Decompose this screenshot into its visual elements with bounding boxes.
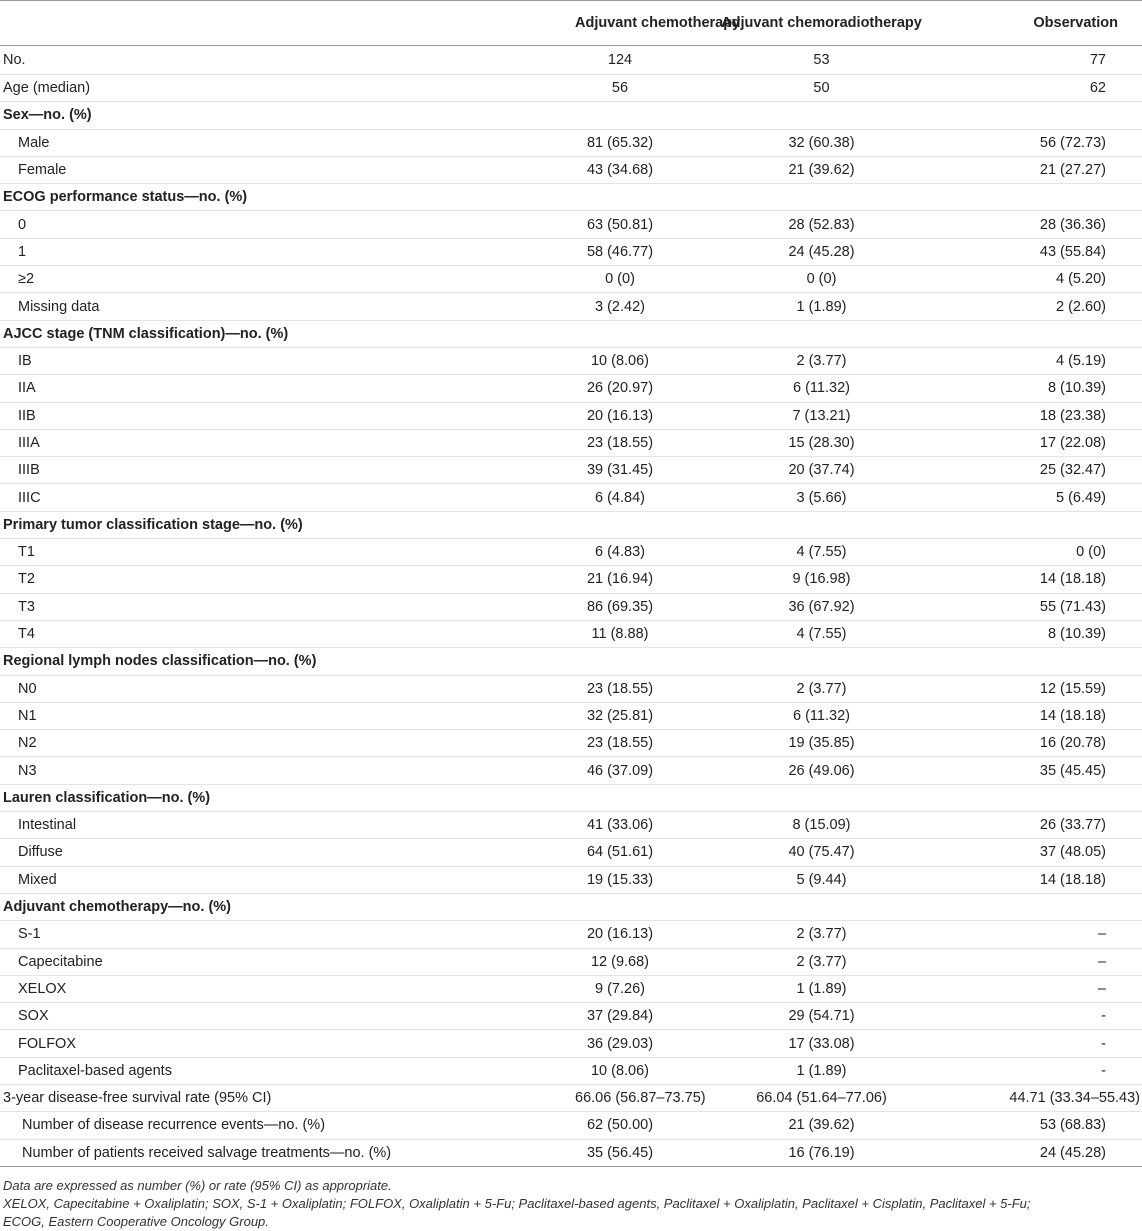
cell-observation: 2 (2.60) (970, 293, 1142, 320)
section-header-row (0, 893, 1142, 920)
cell-observation: – (970, 975, 1142, 1002)
cell-observation: 14 (18.18) (970, 702, 1142, 729)
cell-adjuvant-chemotherapy (455, 184, 665, 211)
cell-adjuvant-chemoradiotherapy: 29 (54.71) (665, 1003, 970, 1030)
cell-observation: 8 (10.39) (970, 620, 1142, 647)
table-row (0, 1139, 1142, 1166)
cell-adjuvant-chemotherapy: 20 (16.13) (455, 921, 665, 948)
cell-adjuvant-chemoradiotherapy: 20 (37.74) (665, 457, 970, 484)
cell-observation: 5 (6.49) (970, 484, 1142, 511)
cell-adjuvant-chemoradiotherapy: 17 (33.08) (665, 1030, 970, 1057)
cell-adjuvant-chemotherapy (455, 784, 665, 811)
row-label: IB (0, 347, 455, 374)
table-row (0, 620, 1142, 647)
section-label: Primary tumor classification stage—no. (%) (0, 511, 455, 538)
row-label: FOLFOX (0, 1030, 455, 1057)
cell-adjuvant-chemotherapy: 36 (29.03) (455, 1030, 665, 1057)
cell-observation: 37 (48.05) (970, 839, 1142, 866)
row-label: N1 (0, 702, 455, 729)
row-label: T2 (0, 566, 455, 593)
cell-observation: 43 (55.84) (970, 238, 1142, 265)
row-label: Number of disease recurrence events—no. (%) (0, 1112, 455, 1139)
cell-adjuvant-chemoradiotherapy: 19 (35.85) (665, 730, 970, 757)
cell-adjuvant-chemoradiotherapy (665, 893, 970, 920)
table-row (0, 429, 1142, 456)
cell-adjuvant-chemotherapy: 26 (20.97) (455, 375, 665, 402)
row-label: Intestinal (0, 812, 455, 839)
row-label: Capecitabine (0, 948, 455, 975)
cell-observation: 8 (10.39) (970, 375, 1142, 402)
row-label: 0 (0, 211, 455, 238)
table-row (0, 593, 1142, 620)
row-label: Male (0, 129, 455, 156)
cell-adjuvant-chemoradiotherapy: 8 (15.09) (665, 812, 970, 839)
cell-observation: 0 (0) (970, 539, 1142, 566)
cell-observation: 25 (32.47) (970, 457, 1142, 484)
cell-adjuvant-chemotherapy: 43 (34.68) (455, 156, 665, 183)
row-label: Missing data (0, 293, 455, 320)
header-observation: Observation (970, 1, 1142, 46)
row-label: ≥2 (0, 266, 455, 293)
cell-adjuvant-chemotherapy: 32 (25.81) (455, 702, 665, 729)
cell-adjuvant-chemoradiotherapy: 9 (16.98) (665, 566, 970, 593)
table-header (0, 1, 1142, 46)
cell-adjuvant-chemotherapy: 63 (50.81) (455, 211, 665, 238)
cell-adjuvant-chemoradiotherapy: 6 (11.32) (665, 702, 970, 729)
cell-adjuvant-chemoradiotherapy: 2 (3.77) (665, 347, 970, 374)
cell-adjuvant-chemoradiotherapy: 2 (3.77) (665, 921, 970, 948)
row-label: 1 (0, 238, 455, 265)
row-label: IIB (0, 402, 455, 429)
table-row (0, 839, 1142, 866)
cell-observation: 44.71 (33.34–55.43) (970, 1084, 1142, 1111)
cell-observation (970, 648, 1142, 675)
table-row (0, 539, 1142, 566)
row-label: N0 (0, 675, 455, 702)
row-label: IIIB (0, 457, 455, 484)
row-label: IIA (0, 375, 455, 402)
cell-observation (970, 320, 1142, 347)
cell-adjuvant-chemotherapy: 6 (4.84) (455, 484, 665, 511)
cell-adjuvant-chemotherapy: 11 (8.88) (455, 620, 665, 647)
table-body (0, 46, 1142, 1167)
table-footnotes (0, 1177, 1142, 1231)
section-label: ECOG performance status—no. (%) (0, 184, 455, 211)
cell-adjuvant-chemoradiotherapy: 50 (665, 75, 970, 102)
cell-adjuvant-chemotherapy: 56 (455, 75, 665, 102)
cell-observation: 26 (33.77) (970, 812, 1142, 839)
cell-observation: 53 (68.83) (970, 1112, 1142, 1139)
section-label: Regional lymph nodes classification—no. (%) (0, 648, 455, 675)
table-row (0, 948, 1142, 975)
cell-adjuvant-chemotherapy: 9 (7.26) (455, 975, 665, 1002)
table-row (0, 129, 1142, 156)
row-label: T4 (0, 620, 455, 647)
table-row (0, 266, 1142, 293)
cell-adjuvant-chemotherapy: 10 (8.06) (455, 347, 665, 374)
section-label: Sex—no. (%) (0, 102, 455, 129)
cell-adjuvant-chemoradiotherapy: 32 (60.38) (665, 129, 970, 156)
header-adjuvant-chemoradiotherapy: Adjuvant chemoradiotherapy (665, 1, 970, 46)
cell-observation: 28 (36.36) (970, 211, 1142, 238)
row-label: XELOX (0, 975, 455, 1002)
cell-adjuvant-chemoradiotherapy: 40 (75.47) (665, 839, 970, 866)
cell-adjuvant-chemotherapy: 66.06 (56.87–73.75) (455, 1084, 665, 1111)
table-row (0, 1057, 1142, 1084)
cell-adjuvant-chemoradiotherapy: 2 (3.77) (665, 675, 970, 702)
cell-adjuvant-chemoradiotherapy (665, 102, 970, 129)
cell-adjuvant-chemoradiotherapy: 36 (67.92) (665, 593, 970, 620)
cell-observation (970, 784, 1142, 811)
cell-observation: 77 (970, 46, 1142, 75)
cell-adjuvant-chemoradiotherapy (665, 511, 970, 538)
cell-adjuvant-chemotherapy: 10 (8.06) (455, 1057, 665, 1084)
cell-adjuvant-chemotherapy: 46 (37.09) (455, 757, 665, 784)
table-row (0, 375, 1142, 402)
table-row (0, 484, 1142, 511)
cell-observation: 14 (18.18) (970, 566, 1142, 593)
cell-adjuvant-chemotherapy: 64 (51.61) (455, 839, 665, 866)
cell-observation: 16 (20.78) (970, 730, 1142, 757)
cell-adjuvant-chemoradiotherapy: 26 (49.06) (665, 757, 970, 784)
table-row (0, 75, 1142, 102)
cell-adjuvant-chemotherapy: 21 (16.94) (455, 566, 665, 593)
table-row (0, 1003, 1142, 1030)
table-row (0, 757, 1142, 784)
cell-observation: - (970, 1057, 1142, 1084)
section-header-row (0, 648, 1142, 675)
row-label: No. (0, 46, 455, 75)
cell-adjuvant-chemoradiotherapy: 1 (1.89) (665, 293, 970, 320)
cell-observation (970, 893, 1142, 920)
cell-adjuvant-chemotherapy: 0 (0) (455, 266, 665, 293)
cell-adjuvant-chemotherapy: 81 (65.32) (455, 129, 665, 156)
cell-observation: 62 (970, 75, 1142, 102)
cell-adjuvant-chemotherapy: 86 (69.35) (455, 593, 665, 620)
cell-adjuvant-chemoradiotherapy: 7 (13.21) (665, 402, 970, 429)
table-row (0, 402, 1142, 429)
cell-adjuvant-chemoradiotherapy: 0 (0) (665, 266, 970, 293)
table-row (0, 566, 1142, 593)
table-row (0, 866, 1142, 893)
cell-observation: 4 (5.20) (970, 266, 1142, 293)
section-header-row (0, 784, 1142, 811)
row-label: T3 (0, 593, 455, 620)
cell-adjuvant-chemotherapy (455, 893, 665, 920)
cell-adjuvant-chemoradiotherapy: 1 (1.89) (665, 975, 970, 1002)
table-row (0, 156, 1142, 183)
cell-adjuvant-chemotherapy: 62 (50.00) (455, 1112, 665, 1139)
table-row (0, 1030, 1142, 1057)
table-row (0, 921, 1142, 948)
footnote-abbreviations: XELOX, Capecitabine + Oxaliplatin; SOX, S-1 + Oxaliplatin; FOLFOX, Oxaliplatin + 5-Fu; Paclitaxel-based agents, Paclitaxel + Oxaliplatin, Paclitaxel + Cisplatin, Paclitaxel + 5-Fu; (3, 1195, 1031, 1211)
row-label: 3-year disease-free survival rate (95% CI) (0, 1084, 455, 1111)
row-label: Number of patients received salvage treatments—no. (%) (0, 1139, 455, 1166)
cell-adjuvant-chemoradiotherapy (665, 320, 970, 347)
cell-adjuvant-chemoradiotherapy: 21 (39.62) (665, 1112, 970, 1139)
cell-adjuvant-chemotherapy: 3 (2.42) (455, 293, 665, 320)
cell-adjuvant-chemotherapy: 19 (15.33) (455, 866, 665, 893)
cell-adjuvant-chemoradiotherapy: 16 (76.19) (665, 1139, 970, 1166)
row-label: Paclitaxel-based agents (0, 1057, 455, 1084)
cell-adjuvant-chemotherapy: 37 (29.84) (455, 1003, 665, 1030)
cell-observation: 24 (45.28) (970, 1139, 1142, 1166)
table-row (0, 730, 1142, 757)
row-label: IIIC (0, 484, 455, 511)
table-row (0, 211, 1142, 238)
section-header-row (0, 184, 1142, 211)
cell-adjuvant-chemoradiotherapy: 15 (28.30) (665, 429, 970, 456)
cell-adjuvant-chemotherapy: 6 (4.83) (455, 539, 665, 566)
table-row (0, 975, 1142, 1002)
cell-adjuvant-chemotherapy: 23 (18.55) (455, 730, 665, 757)
row-label: Female (0, 156, 455, 183)
cell-observation: 14 (18.18) (970, 866, 1142, 893)
cell-adjuvant-chemoradiotherapy: 6 (11.32) (665, 375, 970, 402)
cell-adjuvant-chemotherapy: 23 (18.55) (455, 675, 665, 702)
cell-observation: 4 (5.19) (970, 347, 1142, 374)
header-adjuvant-chemotherapy: Adjuvant chemotherapy (455, 1, 665, 46)
table-row (0, 293, 1142, 320)
row-label: N2 (0, 730, 455, 757)
header-row (0, 1, 1142, 46)
cell-observation: 12 (15.59) (970, 675, 1142, 702)
cell-adjuvant-chemoradiotherapy: 4 (7.55) (665, 539, 970, 566)
section-header-row (0, 102, 1142, 129)
cell-observation: 35 (45.45) (970, 757, 1142, 784)
table-row (0, 1112, 1142, 1139)
row-label: IIIA (0, 429, 455, 456)
cell-adjuvant-chemotherapy: 39 (31.45) (455, 457, 665, 484)
cell-adjuvant-chemoradiotherapy (665, 784, 970, 811)
cell-adjuvant-chemotherapy: 41 (33.06) (455, 812, 665, 839)
row-label: Mixed (0, 866, 455, 893)
row-label: S-1 (0, 921, 455, 948)
cell-observation: – (970, 921, 1142, 948)
cell-observation (970, 511, 1142, 538)
cell-observation: 55 (71.43) (970, 593, 1142, 620)
cell-observation (970, 102, 1142, 129)
section-header-row (0, 320, 1142, 347)
table-row (0, 238, 1142, 265)
section-label: AJCC stage (TNM classification)—no. (%) (0, 320, 455, 347)
cell-adjuvant-chemoradiotherapy (665, 184, 970, 211)
cell-observation (970, 184, 1142, 211)
table-row (0, 1084, 1142, 1111)
cell-adjuvant-chemotherapy: 12 (9.68) (455, 948, 665, 975)
cell-adjuvant-chemoradiotherapy: 21 (39.62) (665, 156, 970, 183)
cell-adjuvant-chemoradiotherapy (665, 648, 970, 675)
row-label: Age (median) (0, 75, 455, 102)
row-label: SOX (0, 1003, 455, 1030)
table-row (0, 812, 1142, 839)
row-label: N3 (0, 757, 455, 784)
cell-observation: 18 (23.38) (970, 402, 1142, 429)
cell-adjuvant-chemotherapy: 35 (56.45) (455, 1139, 665, 1166)
table-row (0, 675, 1142, 702)
section-label: Lauren classification—no. (%) (0, 784, 455, 811)
cell-adjuvant-chemotherapy: 23 (18.55) (455, 429, 665, 456)
cell-observation: - (970, 1030, 1142, 1057)
cell-adjuvant-chemotherapy (455, 648, 665, 675)
cell-adjuvant-chemoradiotherapy: 2 (3.77) (665, 948, 970, 975)
cell-adjuvant-chemoradiotherapy: 4 (7.55) (665, 620, 970, 647)
table-row (0, 702, 1142, 729)
cell-adjuvant-chemoradiotherapy: 28 (52.83) (665, 211, 970, 238)
table-row (0, 46, 1142, 75)
cell-adjuvant-chemoradiotherapy: 24 (45.28) (665, 238, 970, 265)
footnote-data-expression: Data are expressed as number (%) or rate (95% CI) as appropriate. (3, 1177, 392, 1193)
cell-adjuvant-chemoradiotherapy: 3 (5.66) (665, 484, 970, 511)
cell-adjuvant-chemoradiotherapy: 5 (9.44) (665, 866, 970, 893)
cell-observation: - (970, 1003, 1142, 1030)
cell-adjuvant-chemotherapy: 58 (46.77) (455, 238, 665, 265)
cell-observation: 17 (22.08) (970, 429, 1142, 456)
cell-adjuvant-chemotherapy: 124 (455, 46, 665, 75)
cell-adjuvant-chemoradiotherapy: 53 (665, 46, 970, 75)
cell-adjuvant-chemotherapy: 20 (16.13) (455, 402, 665, 429)
footnote-ecog: ECOG, Eastern Cooperative Oncology Group. (3, 1213, 269, 1229)
section-header-row (0, 511, 1142, 538)
cell-adjuvant-chemoradiotherapy: 1 (1.89) (665, 1057, 970, 1084)
table-row (0, 347, 1142, 374)
cell-observation: 21 (27.27) (970, 156, 1142, 183)
section-label: Adjuvant chemotherapy—no. (%) (0, 893, 455, 920)
header-blank (0, 1, 455, 46)
cell-adjuvant-chemotherapy (455, 320, 665, 347)
cell-observation: 56 (72.73) (970, 129, 1142, 156)
cell-adjuvant-chemotherapy (455, 511, 665, 538)
cell-observation: – (970, 948, 1142, 975)
row-label: Diffuse (0, 839, 455, 866)
cell-adjuvant-chemoradiotherapy: 66.04 (51.64–77.06) (665, 1084, 970, 1111)
cell-adjuvant-chemotherapy (455, 102, 665, 129)
table-row (0, 457, 1142, 484)
row-label: T1 (0, 539, 455, 566)
